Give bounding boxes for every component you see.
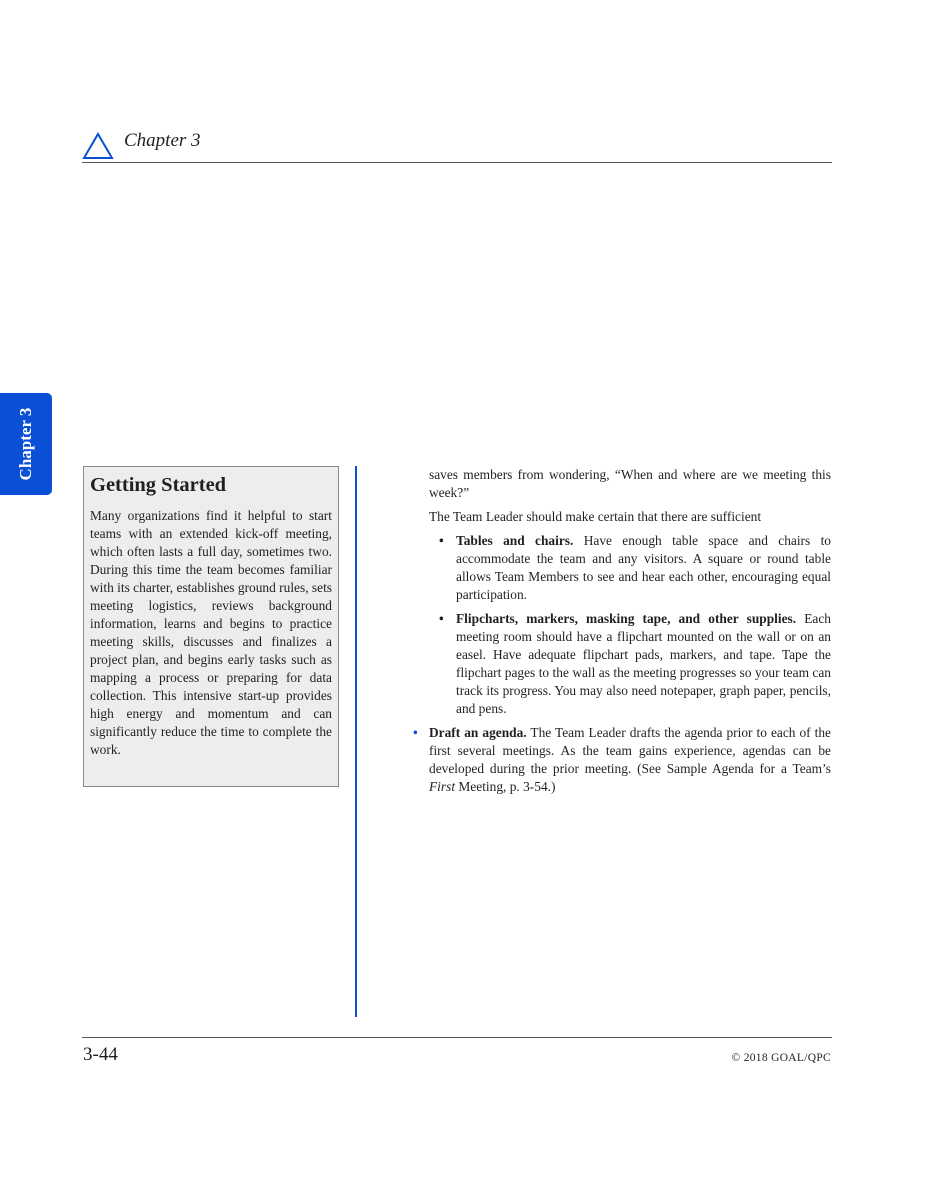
- chapter-side-tab: [0, 393, 52, 495]
- list-item-lead: Tables and chairs.: [456, 533, 574, 548]
- body-paragraph: saves members from wondering, “When and where are we meeting this week?”: [429, 467, 831, 500]
- body-paragraph: The Team Leader should make certain that there are sufficient: [429, 509, 762, 524]
- agenda-bullet: [413, 724, 831, 796]
- chapter-label: Chapter 3: [124, 130, 201, 151]
- bullet-text-end: Meeting, p. 3-54.): [455, 779, 556, 794]
- bullet-icon: •: [439, 611, 444, 626]
- header-rule: [82, 162, 832, 163]
- callout-title: Getting Started: [90, 474, 227, 496]
- triangle-icon: [82, 132, 114, 160]
- blue-bullet-icon: •: [413, 725, 418, 740]
- bullet-italic: First: [429, 779, 456, 794]
- list-item: [439, 532, 832, 604]
- getting-started-callout: [83, 466, 339, 787]
- running-header: [82, 128, 832, 162]
- list-item-text: Have enough table space and chairs to accommodate the team and any visitors. A square or round table allows Team Members to see and hear each other, encouraging equal participation.: [456, 533, 832, 602]
- list-item-lead: Flipcharts, markers, masking tape, and other supplies.: [456, 611, 797, 626]
- supplies-list: [429, 532, 831, 718]
- body-column: [413, 466, 832, 796]
- list-item-text: Each meeting room should have a flipchart mounted on the wall or on an easel. Have adequate flipchart pads, markers, and tape. Tape the flipchart pages to the wall as the meeting progresses so your team can track its progress. You may also need notepaper, graph paper, pencils, and pens.: [456, 611, 832, 716]
- bullet-icon: •: [439, 533, 444, 548]
- page-number: 3-44: [83, 1044, 118, 1065]
- side-tab-label: Chapter 3: [16, 407, 35, 481]
- column-divider: [355, 466, 357, 1017]
- copyright: © 2018 GOAL/QPC: [731, 1052, 831, 1064]
- callout-body: Many organizations find it helpful to start teams with an extended kick-off meeting, which often lasts a full day, sometimes two. During this time the team becomes familiar with its charter, establishes ground rules, sets meeting logistics, reviews background information, learns and begins to practice meeting skills, discusses and finalizes a project plan, and begins early tasks such as mapping a process or preparing for data collection. This intensive start-up provides high energy and momentum and can significantly reduce the time to complete the work.: [90, 508, 332, 757]
- bullet-lead: Draft an agenda.: [429, 725, 527, 740]
- bullet-text: The Team Leader drafts the agenda prior to each of the first several meetings. As the team gains experience, agendas can be developed during the prior meeting. (See Sample Agenda for a Team’s: [429, 725, 831, 776]
- footer-rule: [82, 1037, 832, 1038]
- list-item: [439, 610, 832, 718]
